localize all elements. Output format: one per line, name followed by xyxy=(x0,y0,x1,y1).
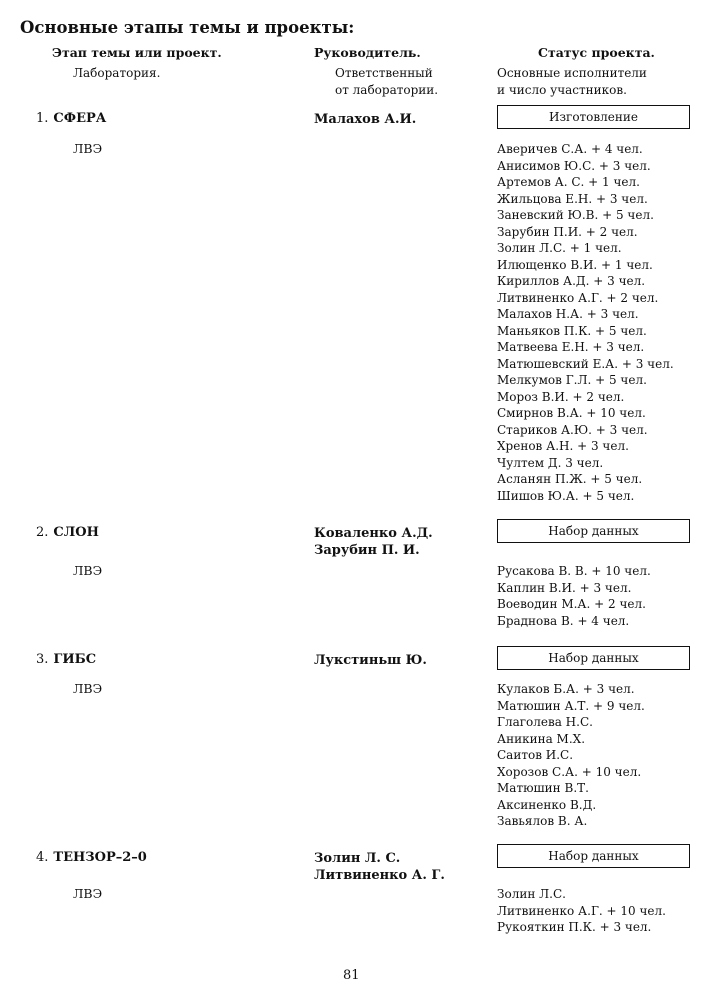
member-line: Кулаков Б.А. + 3 чел. xyxy=(497,682,635,696)
column-header-stage: Этап темы или проект. xyxy=(52,45,222,60)
member-line: Матюшин В.Т. xyxy=(497,781,589,795)
member-line: Маньяков П.К. + 5 чел. xyxy=(497,323,647,338)
leader-sub-line-2: от лаборатории. xyxy=(335,83,439,97)
stage-sub-line: Лаборатория. xyxy=(73,66,161,80)
member-line: Аникина М.Х. xyxy=(497,731,586,746)
project-name: СФЕРА xyxy=(53,111,107,126)
project-members xyxy=(497,563,651,629)
member-line: Кириллов А.Д. + 3 чел. xyxy=(497,274,646,288)
project-lab: ЛВЭ xyxy=(73,886,103,901)
project-name: СЛОН xyxy=(53,525,99,540)
leader-sub-line-1: Ответственный xyxy=(335,66,433,80)
member-line: Литвиненко А.Г. + 10 чел. xyxy=(497,903,666,918)
member-line: Мелкумов Г.Л. + 5 чел. xyxy=(497,373,647,387)
member-line: Матюшевский Е.А. + 3 чел. xyxy=(497,356,674,371)
project-title xyxy=(36,111,106,126)
project-title xyxy=(36,525,99,540)
project-name: ТЕНЗОР–2–0 xyxy=(53,850,147,865)
member-line: Зарубин П.И. + 2 чел. xyxy=(497,224,638,239)
project-members xyxy=(497,141,674,504)
member-line: Глаголева Н.С. xyxy=(497,715,593,729)
member-line: Заневский Ю.В. + 5 чел. xyxy=(497,208,654,222)
column-header-status: Статус проекта. xyxy=(538,45,655,60)
project-title xyxy=(36,652,96,667)
member-line: Асланян П.Ж. + 5 чел. xyxy=(497,472,643,486)
project-lab: ЛВЭ xyxy=(73,681,103,696)
project-leaders xyxy=(314,111,416,128)
member-line: Чултем Д. 3 чел. xyxy=(497,455,604,470)
project-members xyxy=(497,886,666,936)
page-heading: Основные этапы темы и проекты: xyxy=(20,18,355,37)
project-members xyxy=(497,681,645,830)
column-header-leader: Руководитель. xyxy=(314,45,421,60)
member-line: Каплин В.И. + 3 чел. xyxy=(497,580,632,595)
member-line: Золин Л.С. + 1 чел. xyxy=(497,241,622,255)
member-line: Шишов Ю.А. + 5 чел. xyxy=(497,488,635,503)
status-sub-line-2: и число участников. xyxy=(497,83,627,97)
member-line: Анисимов Ю.С. + 3 чел. xyxy=(497,158,651,173)
member-line: Браднова В. + 4 чел. xyxy=(497,613,630,628)
project-number: 3. xyxy=(36,652,49,667)
member-line: Матюшин А.Т. + 9 чел. xyxy=(497,698,645,713)
project-status-box: Набор данных xyxy=(497,844,690,868)
member-line: Артемов А. С. + 1 чел. xyxy=(497,175,640,189)
project-name: ГИБС xyxy=(53,652,97,667)
project-leader: Коваленко А.Д. xyxy=(314,526,433,541)
project-lab: ЛВЭ xyxy=(73,141,103,156)
project-number: 1. xyxy=(36,111,49,126)
member-line: Мороз В.И. + 2 чел. xyxy=(497,389,625,404)
member-line: Хорозов С.А. + 10 чел. xyxy=(497,764,642,779)
project-leaders xyxy=(314,850,445,884)
member-line: Рукояткин П.К. + 3 чел. xyxy=(497,920,652,934)
member-line: Золин Л.С. xyxy=(497,887,566,901)
project-leader: Лукстиньш Ю. xyxy=(314,653,427,668)
project-leaders xyxy=(314,652,427,669)
page-number: 81 xyxy=(343,968,360,983)
status-sub-line-1: Основные исполнители xyxy=(497,66,647,80)
member-line: Жильцова Е.Н. + 3 чел. xyxy=(497,191,648,206)
member-line: Стариков А.Ю. + 3 чел. xyxy=(497,422,648,437)
member-line: Смирнов В.А. + 10 чел. xyxy=(497,406,646,420)
member-line: Хренов А.Н. + 3 чел. xyxy=(497,439,629,453)
member-line: Саитов И.С. xyxy=(497,748,574,762)
member-line: Аксиненко В.Д. xyxy=(497,797,597,812)
project-leaders xyxy=(314,525,433,559)
member-line: Литвиненко А.Г. + 2 чел. xyxy=(497,290,659,305)
project-leader: Малахов А.И. xyxy=(314,112,417,127)
project-leader: Зарубин П. И. xyxy=(314,543,420,558)
member-line: Воеводин М.А. + 2 чел. xyxy=(497,597,646,611)
project-number: 2. xyxy=(36,525,49,540)
project-status-box: Набор данных xyxy=(497,519,690,543)
project-status-box: Изготовление xyxy=(497,105,690,129)
column-subheader-stage xyxy=(73,65,160,82)
member-line: Илющенко В.И. + 1 чел. xyxy=(497,257,653,272)
member-line: Малахов Н.А. + 3 чел. xyxy=(497,307,639,321)
project-number: 4. xyxy=(36,850,49,865)
member-line: Русакова В. В. + 10 чел. xyxy=(497,564,651,578)
column-subheader-status xyxy=(497,65,647,99)
project-lab: ЛВЭ xyxy=(73,563,103,578)
project-leader: Золин Л. С. xyxy=(314,851,401,866)
member-line: Завьялов В. А. xyxy=(497,814,588,828)
column-subheader-leader xyxy=(335,65,438,99)
project-title xyxy=(36,850,147,865)
project-leader: Литвиненко А. Г. xyxy=(314,868,445,883)
member-line: Матвеева Е.Н. + 3 чел. xyxy=(497,340,645,354)
project-status-box: Набор данных xyxy=(497,646,690,670)
member-line: Аверичев С.А. + 4 чел. xyxy=(497,142,643,156)
